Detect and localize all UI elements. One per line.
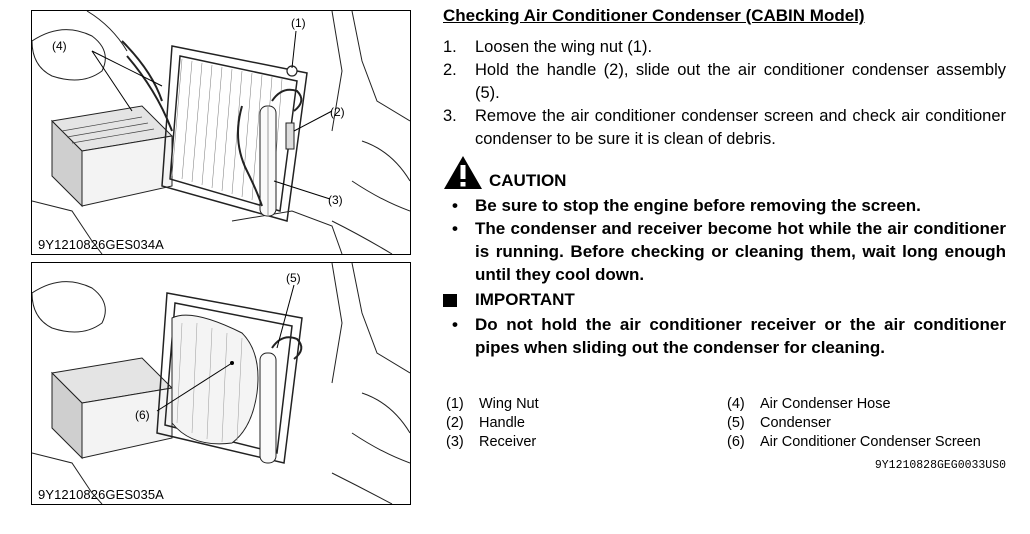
step-item: [443, 59, 1006, 105]
figure-code: 9Y1210826GES034A: [38, 237, 164, 252]
caution-item: • Be sure to stop the engine before removing the screen.: [452, 196, 921, 215]
legend-code: (2): [446, 415, 464, 431]
step-text: Hold the handle (2), slide out the air conditioner condenser assembly (5).: [475, 61, 1006, 102]
legend-name: Condenser: [760, 415, 831, 431]
condenser-illustration-1: [32, 11, 410, 254]
caution-item: • The condenser and receiver become hot while the air conditioner is running. Before checking or cleaning them, wait long enough until they cool down.: [452, 219, 1006, 284]
important-label: IMPORTANT: [475, 290, 575, 309]
figure-condenser-screen: [31, 262, 411, 505]
important-list: [443, 313, 1006, 359]
legend-code: (5): [727, 415, 745, 431]
caution-list: [443, 194, 1006, 286]
caution-text: Be sure to stop the engine before removing the screen.: [475, 196, 921, 215]
caution-text: The condenser and receiver become hot while the air conditioner is running. Before checking or cleaning them, wait long enough until they cool down.: [475, 219, 1006, 284]
callout-6: (6): [135, 408, 150, 422]
callout-3: (3): [328, 193, 343, 207]
important-item: • Do not hold the air conditioner receiver or the air conditioner pipes when sliding out the condenser for cleaning.: [452, 315, 1006, 357]
legend-name: Air Condenser Hose: [760, 396, 891, 412]
legend-code: (1): [446, 396, 464, 412]
step-number: 2.: [443, 61, 457, 79]
condenser-illustration-2: [32, 263, 410, 504]
warning-triangle-icon: [443, 155, 483, 190]
figure-condenser-wing-nut: [31, 10, 411, 255]
important-text: Do not hold the air conditioner receiver or the air conditioner pipes when sliding out the condenser for cleaning.: [475, 315, 1006, 357]
figure-code: 9Y1210826GES035A: [38, 487, 164, 502]
legend-name: Air Conditioner Condenser Screen: [760, 434, 981, 450]
legend-code: (4): [727, 396, 745, 412]
step-number: 1.: [443, 38, 457, 56]
step-number: 3.: [443, 107, 457, 125]
step-text: Remove the air conditioner condenser screen and check air conditioner condenser to be sure it is clean of debris.: [475, 107, 1006, 148]
steps-list: [443, 36, 1006, 151]
legend-code: (3): [446, 434, 464, 450]
section-title: Checking Air Conditioner Condenser (CABIN Model): [443, 6, 865, 25]
legend-code: (6): [727, 434, 745, 450]
legend-name: Wing Nut: [479, 396, 539, 412]
caution-label: CAUTION: [489, 171, 567, 190]
callout-5: (5): [286, 271, 301, 285]
document-code: 9Y1210828GEG0033US0: [874, 459, 1006, 472]
callout-4: (4): [52, 39, 67, 53]
legend-name: Receiver: [479, 434, 537, 450]
square-bullet-icon: [443, 294, 457, 307]
callout-1: (1): [291, 16, 306, 30]
legend-name: Handle: [479, 415, 525, 431]
step-item: [443, 36, 1006, 59]
step-item: [443, 105, 1006, 151]
step-text: Loosen the wing nut (1).: [475, 38, 653, 56]
callout-2: (2): [330, 105, 345, 119]
